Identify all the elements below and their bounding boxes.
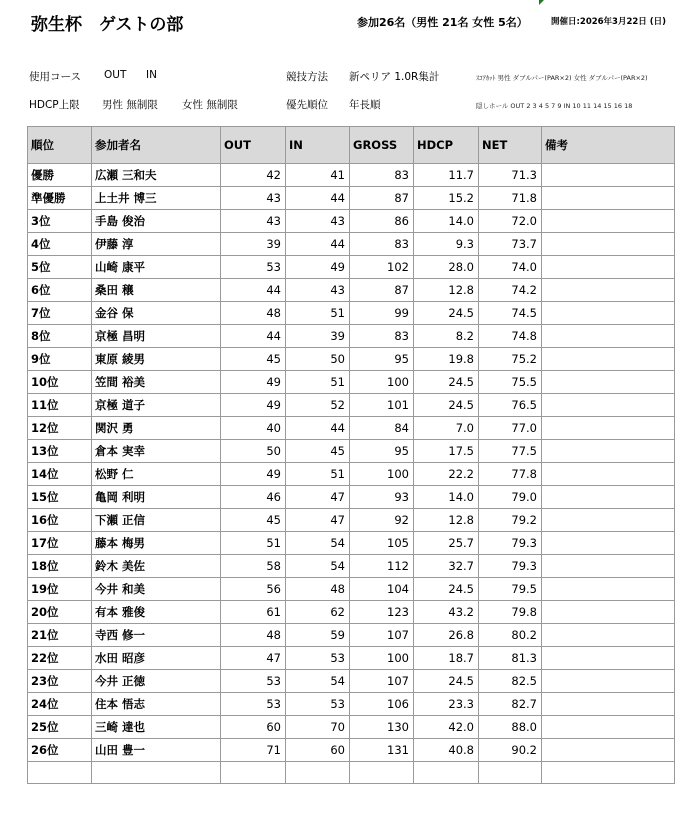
event-date: 開催日:2026年3月22日 (日)	[551, 17, 667, 27]
cell-net: 77.0	[479, 417, 542, 440]
cell-hdcp: 18.7	[414, 647, 479, 670]
table-row	[28, 164, 675, 187]
cell-gross: 102	[350, 256, 414, 279]
table-row	[28, 187, 675, 210]
cell-out: 49	[221, 463, 286, 486]
cell-net: 77.8	[479, 463, 542, 486]
cell-gross: 107	[350, 624, 414, 647]
table-row	[28, 256, 675, 279]
cell-rank: 24位	[28, 693, 92, 716]
cell-hdcp: 12.8	[414, 509, 479, 532]
cell-hdcp: 24.5	[414, 578, 479, 601]
cell-in: 60	[286, 739, 350, 762]
cell-name: 京極 昌明	[92, 325, 221, 348]
cell-out: 50	[221, 440, 286, 463]
cell-name: 倉本 実幸	[92, 440, 221, 463]
header-rank: 順位	[28, 127, 92, 164]
table-row	[28, 739, 675, 762]
cell-out: 58	[221, 555, 286, 578]
corner-marker	[539, 0, 544, 5]
cell-note	[542, 325, 675, 348]
cell-out: 45	[221, 348, 286, 371]
cell-net: 81.3	[479, 647, 542, 670]
cell-in: 41	[286, 164, 350, 187]
cell-out: 53	[221, 693, 286, 716]
cell-rank: 11位	[28, 394, 92, 417]
hidden-holes-note: 隠しホール OUT 2 3 4 5 7 9 IN 10 11 14 15 16 18	[476, 102, 633, 110]
cell-net: 75.2	[479, 348, 542, 371]
cell-rank: 14位	[28, 463, 92, 486]
cell-note	[542, 279, 675, 302]
cell-in: 54	[286, 555, 350, 578]
cell-in: 44	[286, 233, 350, 256]
table-row	[28, 486, 675, 509]
cell-hdcp: 12.8	[414, 279, 479, 302]
cell-out: 44	[221, 325, 286, 348]
cell-out: 60	[221, 716, 286, 739]
cell-net: 79.8	[479, 601, 542, 624]
cell-net: 73.7	[479, 233, 542, 256]
cell-rank: 25位	[28, 716, 92, 739]
cell-hdcp: 24.5	[414, 302, 479, 325]
cell-note	[542, 693, 675, 716]
table-row	[28, 463, 675, 486]
cell-rank: 6位	[28, 279, 92, 302]
cell-hdcp: 15.2	[414, 187, 479, 210]
cell-hdcp: 24.5	[414, 371, 479, 394]
cell-name: 鈴木 美佐	[92, 555, 221, 578]
cell-note	[542, 463, 675, 486]
cell-note	[542, 578, 675, 601]
cell-out: 47	[221, 647, 286, 670]
cell-out: 45	[221, 509, 286, 532]
cell-net: 76.5	[479, 394, 542, 417]
cell-net: 77.5	[479, 440, 542, 463]
cell-note	[542, 302, 675, 325]
cell-name: 笠間 裕美	[92, 371, 221, 394]
cell-gross: 83	[350, 233, 414, 256]
cell-hdcp: 22.2	[414, 463, 479, 486]
table-row	[28, 417, 675, 440]
empty-cell	[479, 762, 542, 784]
cell-net: 82.7	[479, 693, 542, 716]
cell-rank: 19位	[28, 578, 92, 601]
method-label: 競技方法	[286, 71, 328, 83]
empty-cell	[350, 762, 414, 784]
cell-net: 72.0	[479, 210, 542, 233]
cell-gross: 104	[350, 578, 414, 601]
empty-cell	[28, 762, 92, 784]
cell-note	[542, 555, 675, 578]
cell-net: 90.2	[479, 739, 542, 762]
cell-in: 50	[286, 348, 350, 371]
cell-in: 70	[286, 716, 350, 739]
cell-gross: 100	[350, 371, 414, 394]
cell-rank: 優勝	[28, 164, 92, 187]
cell-gross: 107	[350, 670, 414, 693]
cell-hdcp: 28.0	[414, 256, 479, 279]
cell-hdcp: 14.0	[414, 210, 479, 233]
cell-note	[542, 348, 675, 371]
cell-rank: 13位	[28, 440, 92, 463]
cell-in: 53	[286, 693, 350, 716]
cell-in: 43	[286, 210, 350, 233]
cell-note	[542, 187, 675, 210]
cell-name: 水田 昭彦	[92, 647, 221, 670]
cell-hdcp: 42.0	[414, 716, 479, 739]
participant-count: 参加26名（男性 21名 女性 5名）	[357, 16, 528, 29]
cell-name: 山田 豊一	[92, 739, 221, 762]
cell-out: 43	[221, 187, 286, 210]
table-row	[28, 279, 675, 302]
table-row	[28, 601, 675, 624]
cell-in: 51	[286, 371, 350, 394]
table-row	[28, 532, 675, 555]
cell-rank: 4位	[28, 233, 92, 256]
hdcp-female-limit: 女性 無制限	[182, 99, 238, 111]
cell-hdcp: 24.5	[414, 670, 479, 693]
cell-note	[542, 371, 675, 394]
cell-name: 今井 正徳	[92, 670, 221, 693]
cell-in: 48	[286, 578, 350, 601]
course-in: IN	[146, 69, 157, 81]
cell-out: 51	[221, 532, 286, 555]
cell-out: 42	[221, 164, 286, 187]
cell-gross: 123	[350, 601, 414, 624]
empty-row	[28, 762, 675, 784]
cell-gross: 99	[350, 302, 414, 325]
cell-rank: 3位	[28, 210, 92, 233]
cell-rank: 7位	[28, 302, 92, 325]
cell-note	[542, 486, 675, 509]
cell-hdcp: 25.7	[414, 532, 479, 555]
table-row	[28, 233, 675, 256]
cell-hdcp: 32.7	[414, 555, 479, 578]
cell-in: 39	[286, 325, 350, 348]
cell-out: 49	[221, 394, 286, 417]
cell-gross: 83	[350, 164, 414, 187]
table-row	[28, 716, 675, 739]
cell-note	[542, 256, 675, 279]
table-row	[28, 578, 675, 601]
cell-net: 74.5	[479, 302, 542, 325]
cell-note	[542, 417, 675, 440]
cell-net: 88.0	[479, 716, 542, 739]
table-row	[28, 509, 675, 532]
cell-out: 48	[221, 624, 286, 647]
cell-gross: 100	[350, 647, 414, 670]
cell-gross: 100	[350, 463, 414, 486]
cell-note	[542, 647, 675, 670]
cell-in: 53	[286, 647, 350, 670]
cell-note	[542, 440, 675, 463]
cell-net: 79.3	[479, 555, 542, 578]
table-row	[28, 394, 675, 417]
cell-hdcp: 17.5	[414, 440, 479, 463]
method-value: 新ペリア 1.0R集計	[349, 71, 440, 83]
cell-hdcp: 23.3	[414, 693, 479, 716]
cell-note	[542, 509, 675, 532]
cell-gross: 86	[350, 210, 414, 233]
table-row	[28, 440, 675, 463]
cell-name: 関沢 勇	[92, 417, 221, 440]
cell-out: 49	[221, 371, 286, 394]
empty-cell	[542, 762, 675, 784]
cell-rank: 準優勝	[28, 187, 92, 210]
header-hdcp: HDCP	[414, 127, 479, 164]
table-header-row	[28, 127, 675, 164]
cell-in: 47	[286, 486, 350, 509]
priority-label: 優先順位	[286, 99, 328, 111]
cell-rank: 20位	[28, 601, 92, 624]
cell-out: 53	[221, 670, 286, 693]
cell-in: 62	[286, 601, 350, 624]
page-title: 弥生杯 ゲストの部	[31, 15, 184, 35]
cell-gross: 93	[350, 486, 414, 509]
score-cut-note: ｽｺｱｶｯﾄ 男性 ダブルパー(PAR×2) 女性 ダブルパー(PAR×2)	[476, 74, 648, 82]
cell-gross: 95	[350, 348, 414, 371]
cell-hdcp: 7.0	[414, 417, 479, 440]
cell-in: 54	[286, 670, 350, 693]
priority-value: 年長順	[349, 99, 381, 111]
cell-rank: 17位	[28, 532, 92, 555]
table-row	[28, 348, 675, 371]
cell-out: 46	[221, 486, 286, 509]
cell-note	[542, 624, 675, 647]
cell-gross: 130	[350, 716, 414, 739]
course-out: OUT	[104, 69, 127, 81]
cell-gross: 92	[350, 509, 414, 532]
cell-out: 56	[221, 578, 286, 601]
cell-name: 有本 雅俊	[92, 601, 221, 624]
cell-hdcp: 11.7	[414, 164, 479, 187]
cell-gross: 84	[350, 417, 414, 440]
cell-rank: 21位	[28, 624, 92, 647]
table-row	[28, 210, 675, 233]
cell-in: 52	[286, 394, 350, 417]
cell-in: 43	[286, 279, 350, 302]
cell-name: 広瀬 三和夫	[92, 164, 221, 187]
cell-gross: 83	[350, 325, 414, 348]
header-out: OUT	[221, 127, 286, 164]
cell-gross: 87	[350, 279, 414, 302]
cell-net: 79.3	[479, 532, 542, 555]
cell-in: 59	[286, 624, 350, 647]
cell-out: 40	[221, 417, 286, 440]
cell-gross: 106	[350, 693, 414, 716]
cell-net: 74.0	[479, 256, 542, 279]
cell-note	[542, 164, 675, 187]
hdcp-male-limit: 男性 無制限	[102, 99, 158, 111]
empty-cell	[286, 762, 350, 784]
cell-net: 71.8	[479, 187, 542, 210]
cell-in: 45	[286, 440, 350, 463]
cell-in: 51	[286, 463, 350, 486]
table-row	[28, 302, 675, 325]
cell-in: 51	[286, 302, 350, 325]
empty-cell	[221, 762, 286, 784]
hdcp-limit-label: HDCP上限	[29, 99, 80, 111]
cell-net: 75.5	[479, 371, 542, 394]
cell-name: 藤本 梅男	[92, 532, 221, 555]
cell-rank: 8位	[28, 325, 92, 348]
header-note: 備考	[542, 127, 675, 164]
cell-out: 61	[221, 601, 286, 624]
empty-cell	[92, 762, 221, 784]
cell-name: 下瀬 正信	[92, 509, 221, 532]
table-row	[28, 325, 675, 348]
cell-name: 手島 俊治	[92, 210, 221, 233]
cell-net: 79.2	[479, 509, 542, 532]
cell-rank: 22位	[28, 647, 92, 670]
cell-net: 79.0	[479, 486, 542, 509]
results-table	[27, 126, 675, 784]
cell-hdcp: 9.3	[414, 233, 479, 256]
cell-name: 上土井 博三	[92, 187, 221, 210]
cell-out: 44	[221, 279, 286, 302]
cell-rank: 18位	[28, 555, 92, 578]
cell-hdcp: 19.8	[414, 348, 479, 371]
cell-gross: 87	[350, 187, 414, 210]
header-name: 参加者名	[92, 127, 221, 164]
cell-name: 桑田 穣	[92, 279, 221, 302]
cell-note	[542, 210, 675, 233]
cell-name: 山崎 康平	[92, 256, 221, 279]
cell-hdcp: 14.0	[414, 486, 479, 509]
cell-out: 43	[221, 210, 286, 233]
cell-rank: 26位	[28, 739, 92, 762]
cell-hdcp: 24.5	[414, 394, 479, 417]
table-row	[28, 693, 675, 716]
table-row	[28, 624, 675, 647]
cell-note	[542, 716, 675, 739]
cell-net: 74.8	[479, 325, 542, 348]
cell-hdcp: 26.8	[414, 624, 479, 647]
cell-net: 80.2	[479, 624, 542, 647]
cell-note	[542, 601, 675, 624]
cell-net: 82.5	[479, 670, 542, 693]
cell-name: 金谷 保	[92, 302, 221, 325]
cell-out: 39	[221, 233, 286, 256]
cell-in: 49	[286, 256, 350, 279]
cell-rank: 10位	[28, 371, 92, 394]
cell-name: 京極 道子	[92, 394, 221, 417]
cell-rank: 9位	[28, 348, 92, 371]
cell-name: 東原 綾男	[92, 348, 221, 371]
cell-gross: 112	[350, 555, 414, 578]
cell-name: 松野 仁	[92, 463, 221, 486]
cell-name: 三崎 達也	[92, 716, 221, 739]
cell-rank: 16位	[28, 509, 92, 532]
cell-gross: 95	[350, 440, 414, 463]
cell-out: 48	[221, 302, 286, 325]
header-gross: GROSS	[350, 127, 414, 164]
cell-gross: 105	[350, 532, 414, 555]
cell-in: 54	[286, 532, 350, 555]
cell-rank: 12位	[28, 417, 92, 440]
cell-name: 伊藤 淳	[92, 233, 221, 256]
cell-hdcp: 40.8	[414, 739, 479, 762]
cell-name: 寺西 修一	[92, 624, 221, 647]
cell-note	[542, 233, 675, 256]
cell-rank: 23位	[28, 670, 92, 693]
cell-net: 74.2	[479, 279, 542, 302]
table-row	[28, 555, 675, 578]
cell-out: 53	[221, 256, 286, 279]
cell-rank: 5位	[28, 256, 92, 279]
cell-out: 71	[221, 739, 286, 762]
header-net: NET	[479, 127, 542, 164]
cell-in: 47	[286, 509, 350, 532]
cell-note	[542, 670, 675, 693]
cell-hdcp: 8.2	[414, 325, 479, 348]
cell-note	[542, 394, 675, 417]
cell-gross: 101	[350, 394, 414, 417]
cell-note	[542, 739, 675, 762]
table-row	[28, 371, 675, 394]
header-in: IN	[286, 127, 350, 164]
cell-name: 今井 和美	[92, 578, 221, 601]
table-row	[28, 647, 675, 670]
cell-net: 71.3	[479, 164, 542, 187]
empty-cell	[414, 762, 479, 784]
cell-name: 亀岡 利明	[92, 486, 221, 509]
cell-rank: 15位	[28, 486, 92, 509]
cell-note	[542, 532, 675, 555]
cell-in: 44	[286, 187, 350, 210]
table-row	[28, 670, 675, 693]
cell-net: 79.5	[479, 578, 542, 601]
cell-name: 住本 悟志	[92, 693, 221, 716]
cell-hdcp: 43.2	[414, 601, 479, 624]
course-label: 使用コース	[29, 71, 81, 83]
cell-gross: 131	[350, 739, 414, 762]
cell-in: 44	[286, 417, 350, 440]
